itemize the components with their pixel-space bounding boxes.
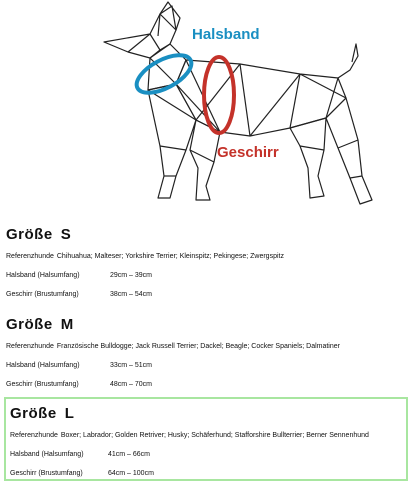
collar-measure-row [6,271,412,281]
reference-label: Referenzhunde [6,253,54,260]
size-m-section [6,314,412,390]
harness-callout: Geschirr [217,144,279,161]
size-heading-word: Größe [10,405,57,422]
harness-measure-row [10,469,402,479]
measure-value: 41cm – 66cm [108,451,151,458]
size-l-section-highlighted [4,397,408,481]
reference-breeds [10,431,402,441]
size-letter: L [64,405,75,422]
size-heading-word: Größe [6,226,53,243]
size-heading [6,314,412,336]
size-letter: M [60,316,74,333]
size-heading [6,224,412,246]
reference-label: Referenzhunde [10,432,58,439]
measure-value: 64cm – 100cm [108,470,154,477]
measure-label: Halsband (Halsumfang) [6,362,80,369]
reference-label: Referenzhunde [6,343,54,350]
measure-value: 29cm – 39cm [110,272,153,279]
size-heading [10,403,402,425]
size-letter: S [60,226,72,243]
size-s-section [6,224,412,300]
reference-breed-list: Französische Bulldogge; Jack Russell Terrier; Dackel; Beagle; Cocker Spaniels; Dalmatiner [56,343,340,350]
reference-breeds [6,342,412,352]
reference-breed-list: Boxer; Labrador; Golden Retriver; Husky; Schäferhund; Stafforshire Bullterrier; Berner Sennenhund [60,432,369,439]
measure-value: 48cm – 70cm [110,381,153,388]
harness-loop [204,57,234,133]
reference-breed-list: Chihuahua; Malteser; Yorkshire Terrier; Kleinspitz; Pekingese; Zwergspitz [56,253,284,260]
size-heading-word: Größe [6,316,53,333]
dog-size-illustration [0,0,420,215]
measure-label: Geschirr (Brustumfang) [10,470,83,477]
measure-label: Geschirr (Brustumfang) [6,291,79,298]
harness-measure-row [6,380,412,390]
collar-measure-row [6,361,412,371]
harness-measure-row [6,290,412,300]
measure-value: 33cm – 51cm [110,362,153,369]
measure-label: Geschirr (Brustumfang) [6,381,79,388]
measure-value: 38cm – 54cm [110,291,153,298]
collar-callout: Halsband [192,26,260,43]
measure-label: Halsband (Halsumfang) [6,272,80,279]
collar-measure-row [10,450,402,460]
measure-label: Halsband (Halsumfang) [10,451,84,458]
reference-breeds [6,252,412,262]
